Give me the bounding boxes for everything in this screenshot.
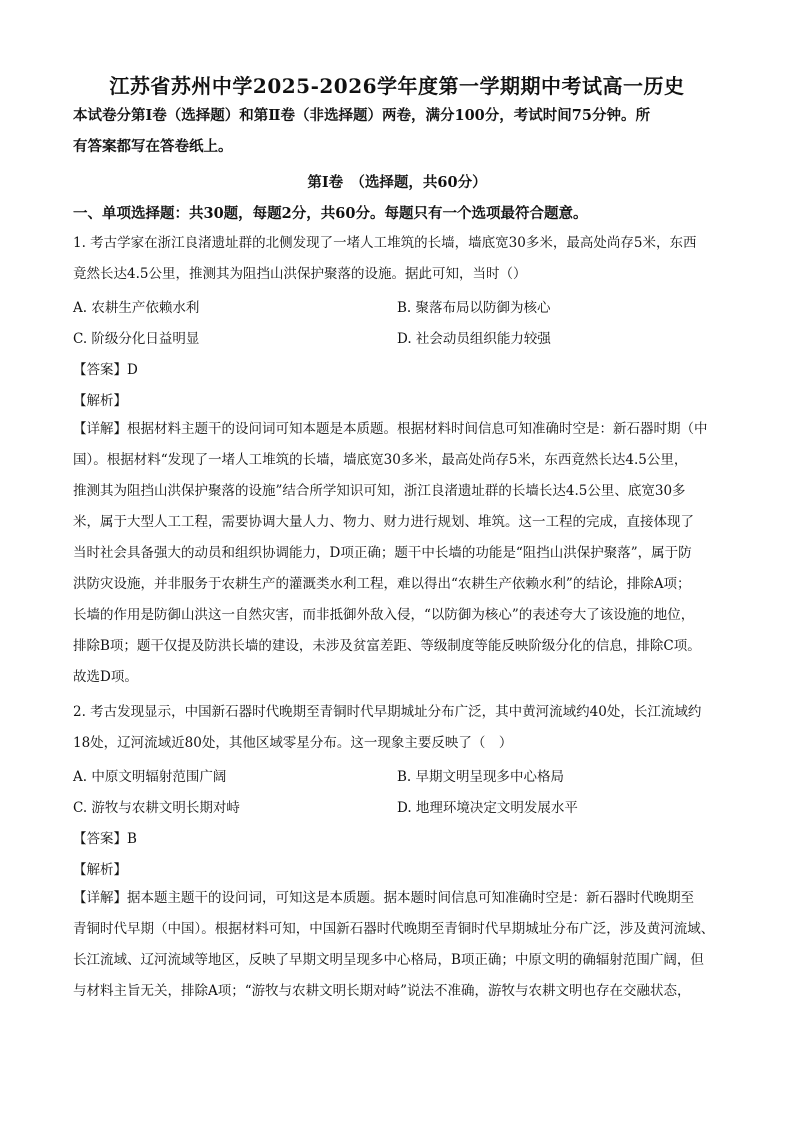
analysis-label: 【解析】 bbox=[73, 393, 127, 409]
section-title: 第Ⅰ卷 （选择题，共60分） bbox=[307, 174, 487, 191]
question-1-stem bbox=[73, 228, 733, 290]
detail-line: 【详解】根据材料主题干的设问词可知本题是本质题。根据材料时间信息可知准确时空是：新石器时期（中 bbox=[73, 421, 708, 437]
analysis-label: 【解析】 bbox=[73, 862, 127, 878]
stem-line: 18处，辽河流域近80处，其他区域零星分布。这一现象主要反映了（ ） bbox=[73, 735, 513, 751]
page-title: 江苏省苏州中学2025-2026学年度第一学期期中考试高一历史 bbox=[109, 74, 685, 98]
instruction-line: 本试卷分第Ⅰ卷（选择题）和第Ⅱ卷（非选择题）两卷，满分100分，考试时间75分钟。所 bbox=[73, 107, 650, 124]
detail-line: 洪防灾设施，并非服务于农耕生产的灌溉类水利工程，难以得出“农耕生产依赖水利”的结论，排除A项； bbox=[73, 576, 691, 592]
option-a: A. 中原文明辐射范围广阔 bbox=[73, 769, 227, 785]
detail-line: 青铜时代早期（中国）。根据材料可知，中国新石器时代晚期至青铜时代早期城址分布广泛，涉及黄河流域、 bbox=[73, 921, 715, 937]
detail-line: 长墙的作用是防御山洪这一自然灾害，而非抵御外敌入侵，“以防御为核心”的表述夸大了该设施的地位， bbox=[73, 607, 695, 623]
detail-line: 【详解】据本题主题干的设问词，可知这是本质题。据本题时间信息可知准确时空是：新石器时代晚期至 bbox=[73, 890, 694, 906]
instruction-line: 有答案都写在答卷纸上。 bbox=[73, 138, 233, 155]
question-1-detail bbox=[73, 414, 733, 693]
option-b: B. 早期文明呈现多中心格局 bbox=[397, 769, 565, 785]
part-title: 一、单项选择题：共30题，每题2分，共60分。每题只有一个选项最符合题意。 bbox=[73, 205, 588, 222]
question-2-stem bbox=[73, 697, 733, 759]
exam-instructions bbox=[73, 100, 733, 162]
detail-line: 推测其为阻挡山洪保护聚落的设施”结合所学知识可知，浙江良渚遗址群的长墙长达4.5公里、底宽30多 bbox=[73, 483, 686, 499]
detail-line: 米，属于大型人工工程，需要协调大量人力、物力、财力进行规划、堆筑。这一工程的完成，直接体现了 bbox=[73, 514, 694, 530]
option-d: D. 地理环境决定文明发展水平 bbox=[397, 800, 578, 816]
stem-line: 竟然长达4.5公里，推测其为阻挡山洪保护聚落的设施。据此可知，当时（） bbox=[73, 266, 527, 282]
stem-line: 2. 考古发现显示，中国新石器时代晚期至青铜时代早期城址分布广泛，其中黄河流域约40处，长江流域约 bbox=[73, 704, 702, 720]
option-d: D. 社会动员组织能力较强 bbox=[397, 331, 551, 347]
answer-label: 【答案】B bbox=[73, 831, 137, 847]
detail-line: 国）。根据材料“发现了一堵人工堆筑的长墙，墙底宽30多米，最高处尚存5米，东西竟然长达4.5公里， bbox=[73, 452, 688, 468]
question-2-detail bbox=[73, 883, 733, 1007]
option-c: C. 阶级分化日益明显 bbox=[73, 331, 200, 347]
detail-line: 与材料主旨无关，排除A项；“游牧与农耕文明长期对峙”说法不准确，游牧与农耕文明也存在交融状态， bbox=[73, 983, 691, 999]
detail-line: 长江流域、辽河流域等地区，反映了早期文明呈现多中心格局，B项正确；中原文明的确辐射范围广阔，但 bbox=[73, 952, 704, 968]
stem-line: 1. 考古学家在浙江良渚遗址群的北侧发现了一堵人工堆筑的长墙，墙底宽30多米，最高处尚存5米，东西 bbox=[73, 235, 697, 251]
detail-line: 故选D项。 bbox=[73, 669, 138, 685]
detail-line: 当时社会具备强大的动员和组织协调能力，D项正确；题干中长墙的功能是“阻挡山洪保护聚落”，属于防 bbox=[73, 545, 692, 561]
answer-label: 【答案】D bbox=[73, 362, 138, 378]
option-b: B. 聚落布局以防御为核心 bbox=[397, 300, 551, 316]
option-c: C. 游牧与农耕文明长期对峙 bbox=[73, 800, 240, 816]
detail-line: 排除B项；题干仅提及防洪长墙的建设，未涉及贫富差距、等级制度等能反映阶级分化的信息，排除C项。 bbox=[73, 638, 701, 654]
option-a: A. 农耕生产依赖水利 bbox=[73, 300, 200, 316]
